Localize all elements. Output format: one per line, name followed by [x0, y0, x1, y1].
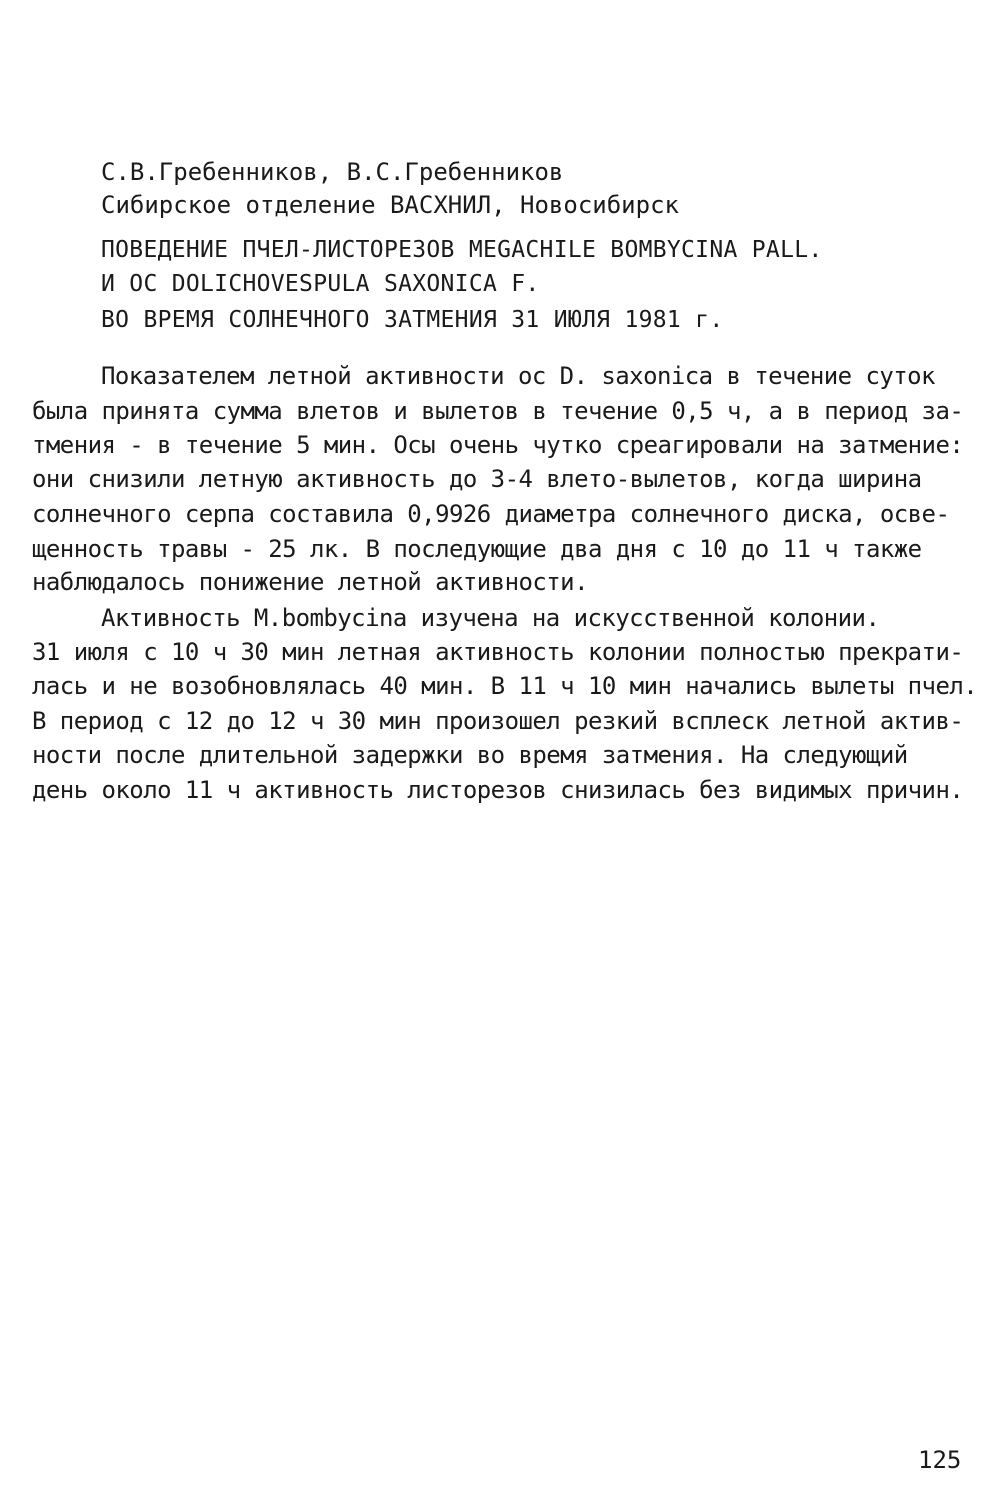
paragraph1-line: Показателем летной активности ос D. saxonica в течение суток	[101, 362, 935, 390]
page-number: 125	[918, 1446, 962, 1474]
paragraph1-line: они снизили летную активность до 3-4 влето-вылетов, когда ширина	[32, 465, 922, 493]
paragraph1-line: солнечного серпа составила 0,9926 диаметра солнечного диска, осве-	[32, 500, 950, 528]
paragraph1-line: была принята сумма влетов и вылетов в течение 0,5 ч, а в период за-	[32, 397, 964, 425]
paragraph1-line: тмения - в течение 5 мин. Осы очень чутко среагировали на затмение:	[32, 431, 964, 459]
authors: С.В.Гребенников, В.С.Гребенников	[101, 158, 564, 186]
paragraph2-line: В период с 12 до 12 ч 30 мин произошел резкий всплеск летной актив-	[32, 707, 964, 735]
paragraph2-line: ности после длительной задержки во время затмения. На следующий	[32, 741, 908, 769]
paragraph2-line: Активность M.bombycina изучена на искусственной колонии.	[101, 604, 880, 632]
paragraph1-line: наблюдалось понижение летной активности.	[32, 568, 588, 596]
title-line-2: И ОС DOLICHOVESPULA SAXONICA F.	[101, 271, 540, 297]
affiliation: Сибирское отделение ВАСХНИЛ, Новосибирск	[101, 191, 679, 219]
paragraph2-line: 31 июля с 10 ч 30 мин летная активность колонии полностью прекрати-	[32, 638, 964, 666]
paragraph2-line: лась и не возобновлялась 40 мин. В 11 ч 10 мин начались вылеты пчел.	[32, 672, 978, 700]
paragraph1-line: щенность травы - 25 лк. В последующие два дня с 10 до 11 ч также	[32, 535, 922, 563]
title-line-3: ВО ВРЕМЯ СОЛНЕЧНОГО ЗАТМЕНИЯ 31 ИЮЛЯ 1981 г.	[101, 307, 724, 333]
title-line-1: ПОВЕДЕНИЕ ПЧЕЛ-ЛИСТОРЕЗОВ MEGACHILE BOMBYCINA PALL.	[101, 237, 823, 263]
paragraph2-line: день около 11 ч активность листорезов снизилась без видимых причин.	[32, 776, 964, 804]
